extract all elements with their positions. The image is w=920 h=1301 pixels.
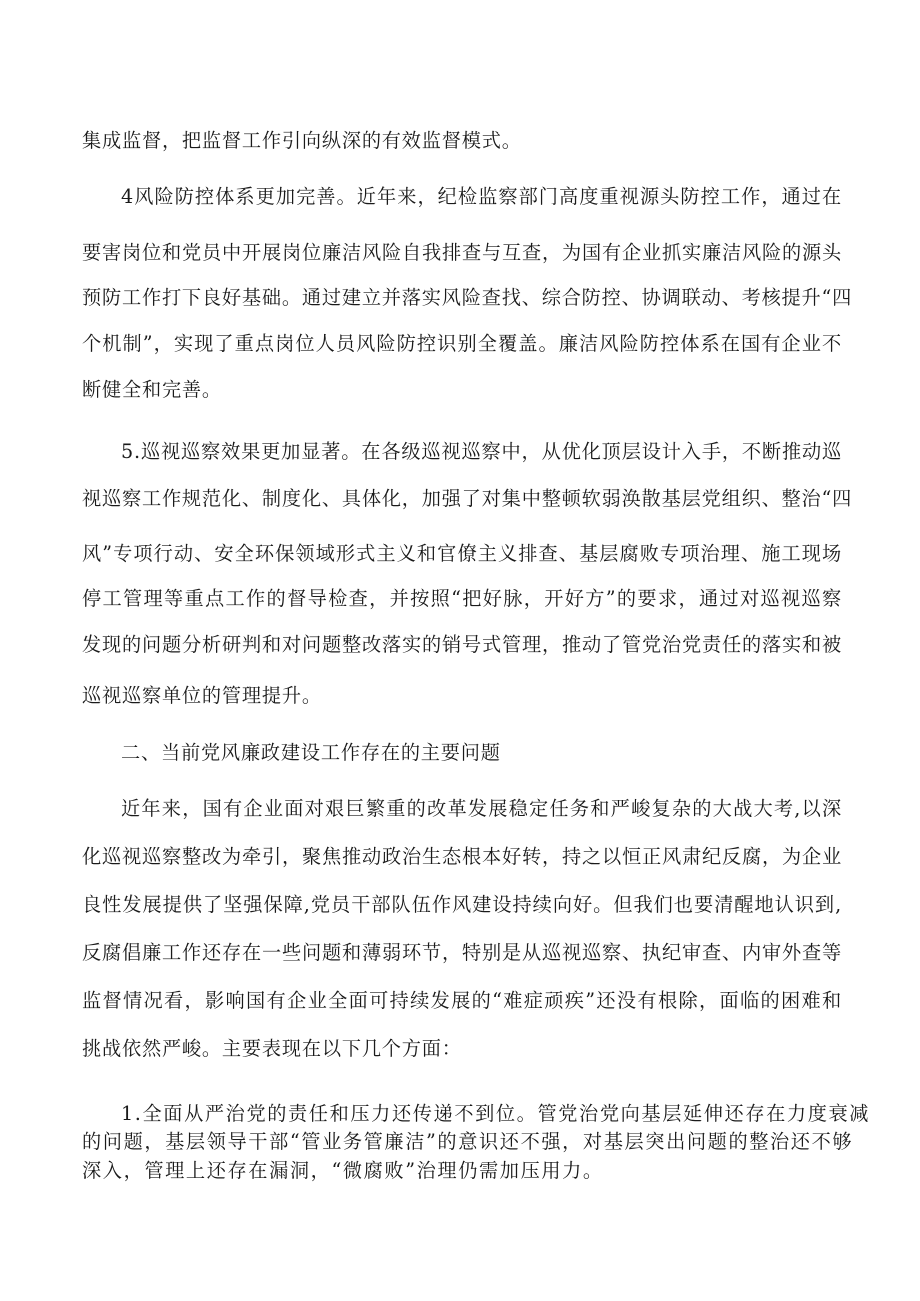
paragraph-line: 发现的问题分析研判和对问题整改落实的销号式管理，推动了管党治党责任的落实和被: [82, 633, 842, 656]
paragraph-line: 风”专项行动、安全环保领域形式主义和官僚主义排查、基层腐败专项治理、施工现场: [82, 542, 842, 565]
paragraph-line: 近年来，国有企业面对艰巨繁重的改革发展稳定任务和严峻复杂的大战大考,以深: [121, 797, 842, 820]
paragraph-line: 反腐倡廉工作还存在一些问题和薄弱环节，特别是从巡视巡察、执纪审查、内审外查等: [82, 941, 842, 964]
section-heading: 二、当前党风廉政建设工作存在的主要问题: [121, 741, 501, 764]
paragraph-line: 化巡视巡察整改为牵引，聚焦推动政治生态根本好转，持之以恒正风肃纪反腐，为企业: [82, 845, 842, 868]
paragraph-line: 挑战依然严峻。主要表现在以下几个方面：: [82, 1037, 462, 1060]
paragraph-line: 视巡察工作规范化、制度化、具体化，加强了对集中整顿软弱涣散基层党组织、整治“四: [82, 487, 853, 510]
paragraph-line: 良性发展提供了坚强保障,党员干部队伍作风建设持续向好。但我们也要清醒地认识到,: [82, 893, 842, 916]
paragraph-line: 深入，管理上还存在漏洞，“微腐败”治理仍需加压用力。: [82, 1159, 604, 1182]
paragraph-line: 5.巡视巡察效果更加显著。在各级巡视巡察中，从优化顶层设计入手，不断推动巡: [121, 440, 842, 463]
paragraph-line: 断健全和完善。: [82, 378, 222, 401]
paragraph-line: 集成监督，把监督工作引向纵深的有效监督模式。: [82, 129, 522, 152]
paragraph-line: 停工管理等重点工作的督导检查，并按照“把好脉，开好方”的要求，通过对巡视巡察: [82, 587, 842, 610]
paragraph-line: 个机制”，实现了重点岗位人员风险防控识别全覆盖。廉洁风险防控体系在国有企业不: [82, 332, 842, 355]
paragraph-line: 4风险防控体系更加完善。近年来，纪检监察部门高度重视源头防控工作，通过在: [121, 185, 842, 208]
paragraph-line: 预防工作打下良好基础。通过建立并落实风险查找、综合防控、协调联动、考核提升“四: [82, 286, 853, 309]
paragraph-line: 监督情况看，影响国有企业全面可持续发展的“难症顽疾”还没有根除，面临的困难和: [82, 989, 842, 1012]
paragraph-line: 的问题，基层领导干部“管业务管廉洁”的意识还不强，对基层突出问题的整治还不够: [82, 1130, 854, 1153]
paragraph-line: 巡视巡察单位的管理提升。: [82, 684, 322, 707]
paragraph-line: 1.全面从严治党的责任和压力还传递不到位。管党治党向基层延伸还存在力度衰减: [121, 1102, 871, 1125]
paragraph-line: 要害岗位和党员中开展岗位廉洁风险自我排查与互查，为国有企业抓实廉洁风险的源头: [82, 241, 842, 264]
